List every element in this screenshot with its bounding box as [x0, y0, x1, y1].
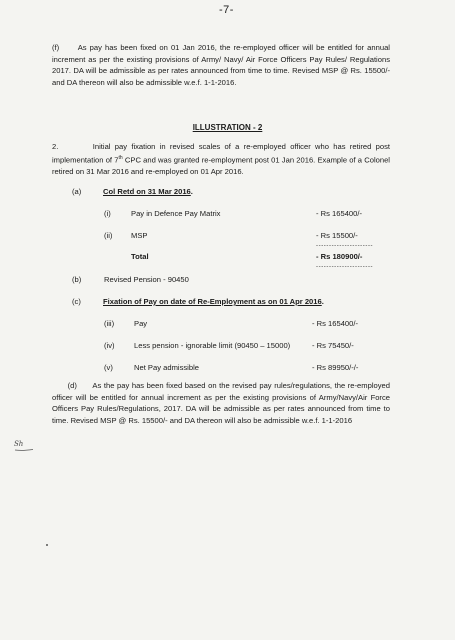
paragraph-2-text-a: Initial pay fixation in revised scales of a re-employed officer who has retired post implementation of 7 — [52, 142, 390, 165]
row-ii-amount: - Rs 15500/- — [316, 231, 358, 240]
section-c-title-text: Fixation of Pay on date of Re-Employment as on 01 Apr 2016 — [103, 297, 322, 306]
total-label: Total — [131, 252, 149, 261]
illustration-heading: ILLUSTRATION - 2 — [192, 123, 263, 132]
row-v-amount: - Rs 89950/-/- — [312, 363, 359, 372]
section-b-label: (b) — [72, 275, 82, 284]
total-top-rule: ---------------------- — [316, 243, 374, 249]
row-iii-number: (iii) — [104, 319, 115, 328]
row-iv-description: Less pension - ignorable limit (90450 – 15000) — [134, 341, 291, 350]
margin-initials-underline — [14, 448, 34, 452]
row-iii-description: Pay — [134, 319, 148, 328]
paragraph-d — [52, 380, 390, 426]
row-iii-amount: - Rs 165400/- — [312, 319, 359, 328]
paragraph-f — [52, 42, 390, 88]
total-amount: - Rs 180900/- — [316, 252, 363, 261]
margin-initials: Sh — [14, 440, 24, 448]
row-ii-description: MSP — [131, 231, 148, 240]
paragraph-2 — [52, 141, 390, 177]
paragraph-2-superscript: th — [118, 154, 123, 161]
row-iv-number: (iv) — [104, 341, 115, 350]
paragraph-2-text-b: CPC and was granted re-employment post 01 Jan 2016. Example of a Colonel retired on 31 Mar 2016 and re-employed on 01 Apr 2016. — [52, 155, 390, 176]
row-i-number: (i) — [104, 209, 111, 218]
section-c-label: (c) — [72, 297, 81, 306]
paragraph-f-text: As pay has been fixed on 01 Jan 2016, the re-employed officer will be entitled for annual increment as per the existing provisions of Army/ Navy/ Air Force Officers Pay Rules/ Regulations 2017. DA will be admissible as per rates announced from time to time. Revised MSP @ Rs. 15500/- and DA thereon will also be admissible w.e.f. 1-1-2016. — [52, 43, 390, 87]
revised-pension: Revised Pension - 90450 — [104, 275, 189, 284]
total-bottom-rule: ---------------------- — [316, 264, 374, 270]
section-c-title-suffix: . — [321, 297, 324, 306]
section-a-title-suffix: . — [190, 187, 193, 196]
row-i-amount: - Rs 165400/- — [316, 209, 363, 218]
paragraph-d-label: (d) — [67, 381, 77, 390]
section-a-label: (a) — [72, 187, 82, 196]
scan-speck — [46, 544, 48, 546]
page-number: -7- — [219, 4, 234, 16]
paragraph-2-number: 2. — [52, 142, 59, 151]
section-a-title-text: Col Retd on 31 Mar 2016 — [103, 187, 191, 196]
row-i-description: Pay in Defence Pay Matrix — [131, 209, 221, 218]
row-ii-number: (ii) — [104, 231, 113, 240]
row-v-number: (v) — [104, 363, 113, 372]
paragraph-d-text: As the pay has been fixed based on the revised pay rules/regulations, the re-employed officer will be entitled for annual increment as per the existing provisions of Army/Navy/Air Force Officers Pay Rules/Regulations, 2017. DA will be admissible as per rates announced from time to time. Revised MSP @ Rs. 15500/- and DA thereon will also be admissible w.e.f. 1-1-2016 — [52, 381, 390, 425]
row-iv-amount: - Rs 75450/- — [312, 341, 354, 350]
section-a-title — [103, 187, 193, 196]
row-v-description: Net Pay admissible — [134, 363, 199, 372]
paragraph-f-label: (f) — [52, 43, 60, 52]
section-c-title — [103, 297, 324, 306]
